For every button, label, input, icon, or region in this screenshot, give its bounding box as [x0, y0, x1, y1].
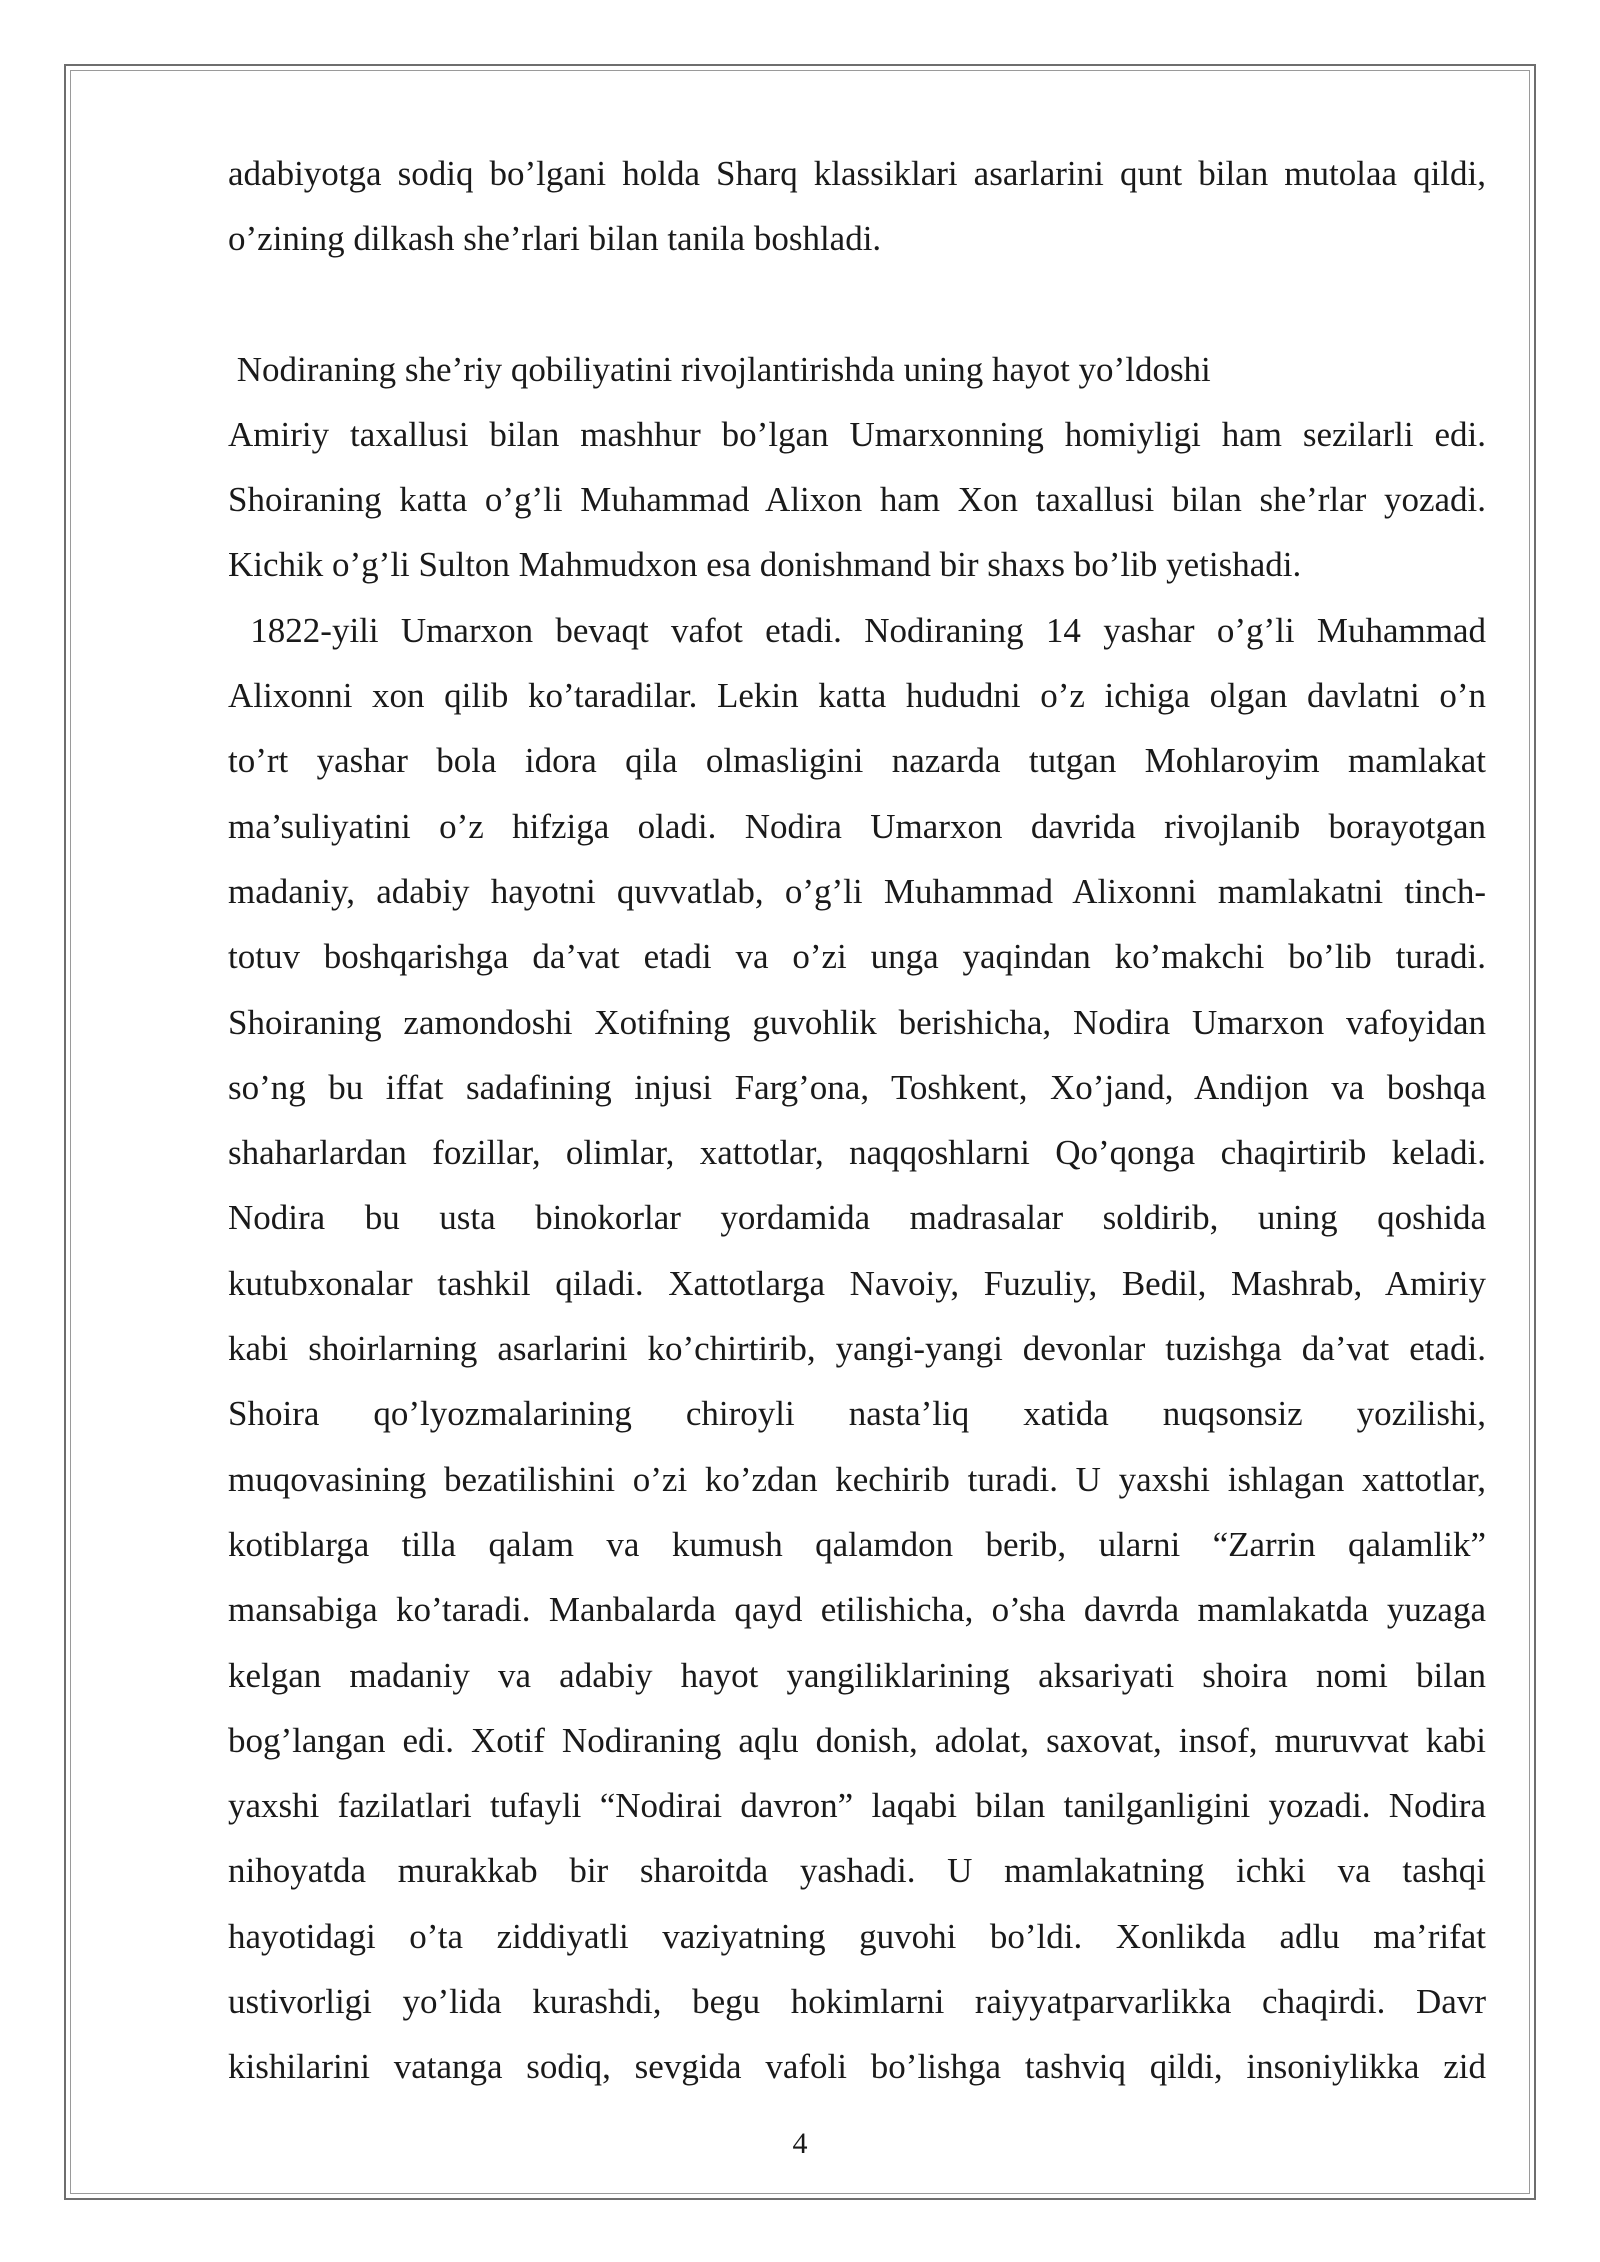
text-line: Shoiraning katta o’g’li Muhammad Alixon ham Xon taxallusi bilan she’rlar yozadi.	[228, 480, 1486, 520]
text-line: totuv boshqarishga da’vat etadi va o’zi unga yaqindan ko’makchi bo’lib turadi.	[228, 937, 1486, 977]
page-number: 4	[792, 2127, 808, 2160]
text-line: kotiblarga tilla qalam va kumush qalamdon berib, ularni “Zarrin qalamlik”	[228, 1524, 1486, 1564]
paragraph-1	[228, 141, 1486, 272]
text-line: kishilarini vatanga sodiq, sevgida vafoli bo’lishga tashviq qildi, insoniylikka zid	[228, 2047, 1486, 2087]
text-line: kabi shoirlarning asarlarini ko’chirtirib, yangi-yangi devonlar tuzishga da’vat etadi.	[228, 1329, 1486, 1369]
text-line: Nodira bu usta binokorlar yordamida madrasalar soldirib, uning qoshida	[228, 1198, 1486, 1238]
text-line: muqovasining bezatilishini o’zi ko’zdan kechirib turadi. U yaxshi ishlagan xattotlar,	[228, 1459, 1486, 1499]
text-line: Alixonni xon qilib ko’taradilar. Lekin katta hududni o’z ichiga olgan davlatni o’n	[228, 676, 1486, 716]
text-line: yaxshi fazilatlari tufayli “Nodirai davron” laqabi bilan tanilganligini yozadi. Nodira	[228, 1786, 1486, 1826]
text-line: ma’suliyatini o’z hifziga oladi. Nodira Umarxon davrida rivojlanib borayotgan	[228, 806, 1486, 846]
text-line: so’ng bu iffat sadafining injusi Farg’ona, Toshkent, Xo’jand, Andijon va boshqa	[228, 1067, 1486, 1107]
text-line: ustivorligi yo’lida kurashdi, begu hokimlarni raiyyatparvarlikka chaqirdi. Davr	[228, 1982, 1486, 2022]
text-line: shaharlardan fozillar, olimlar, xattotlar, naqqoshlarni Qo’qonga chaqirtirib keladi.	[228, 1133, 1486, 1173]
text-line: nihoyatda murakkab bir sharoitda yashadi. U mamlakatning ichki va tashqi	[228, 1851, 1486, 1891]
text-line: o’zining dilkash she’rlari bilan tanila boshladi.	[228, 219, 882, 259]
text-line: to’rt yashar bola idora qila olmasligini nazarda tutgan Mohlaroyim mamlakat	[228, 741, 1486, 781]
text-line: adabiyotga sodiq bo’lgani holda Sharq klassiklari asarlarini qunt bilan mutolaa qildi,	[228, 154, 1486, 193]
text-line: 1822-yili Umarxon bevaqt vafot etadi. Nodiraning 14 yashar o’g’li Muhammad	[228, 610, 1487, 650]
text-line: mansabiga ko’taradi. Manbalarda qayd etilishicha, o’sha davrda mamlakatda yuzaga	[228, 1590, 1486, 1630]
text-line: kutubxonalar tashkil qiladi. Xattotlarga Navoiy, Fuzuliy, Bedil, Mashrab, Amiriy	[228, 1263, 1486, 1303]
text-line: Amiriy taxallusi bilan mashhur bo’lgan Umarxonning homiyligi ham sezilarli edi.	[228, 414, 1486, 454]
text-line: Kichik o’g’li Sulton Mahmudxon esa donishmand bir shaxs bo’lib yetishadi.	[228, 545, 1302, 585]
text-line: Nodiraning she’riy qobiliyatini rivojlantirishda uning hayot yo’ldoshi	[228, 349, 1211, 389]
text-line: madaniy, adabiy hayotni quvvatlab, o’g’li Muhammad Alixonni mamlakatni tinch-	[228, 871, 1486, 911]
paragraph-3	[228, 598, 1486, 2100]
paragraph-2	[228, 337, 1486, 598]
text-line: kelgan madaniy va adabiy hayot yangiliklarining aksariyati shoira nomi bilan	[228, 1655, 1486, 1695]
text-line: Shoira qo’lyozmalarining chiroyli nasta’liq xatida nuqsonsiz yozilishi,	[228, 1394, 1486, 1434]
text-line: Shoiraning zamondoshi Xotifning guvohlik berishicha, Nodira Umarxon vafoyidan	[228, 1002, 1486, 1042]
text-line: bog’langan edi. Xotif Nodiraning aqlu donish, adolat, saxovat, insof, muruvvat kabi	[228, 1720, 1486, 1760]
document-body	[228, 141, 1486, 2100]
text-line: hayotidagi o’ta ziddiyatli vaziyatning guvohi bo’ldi. Xonlikda adlu ma’rifat	[228, 1916, 1486, 1956]
